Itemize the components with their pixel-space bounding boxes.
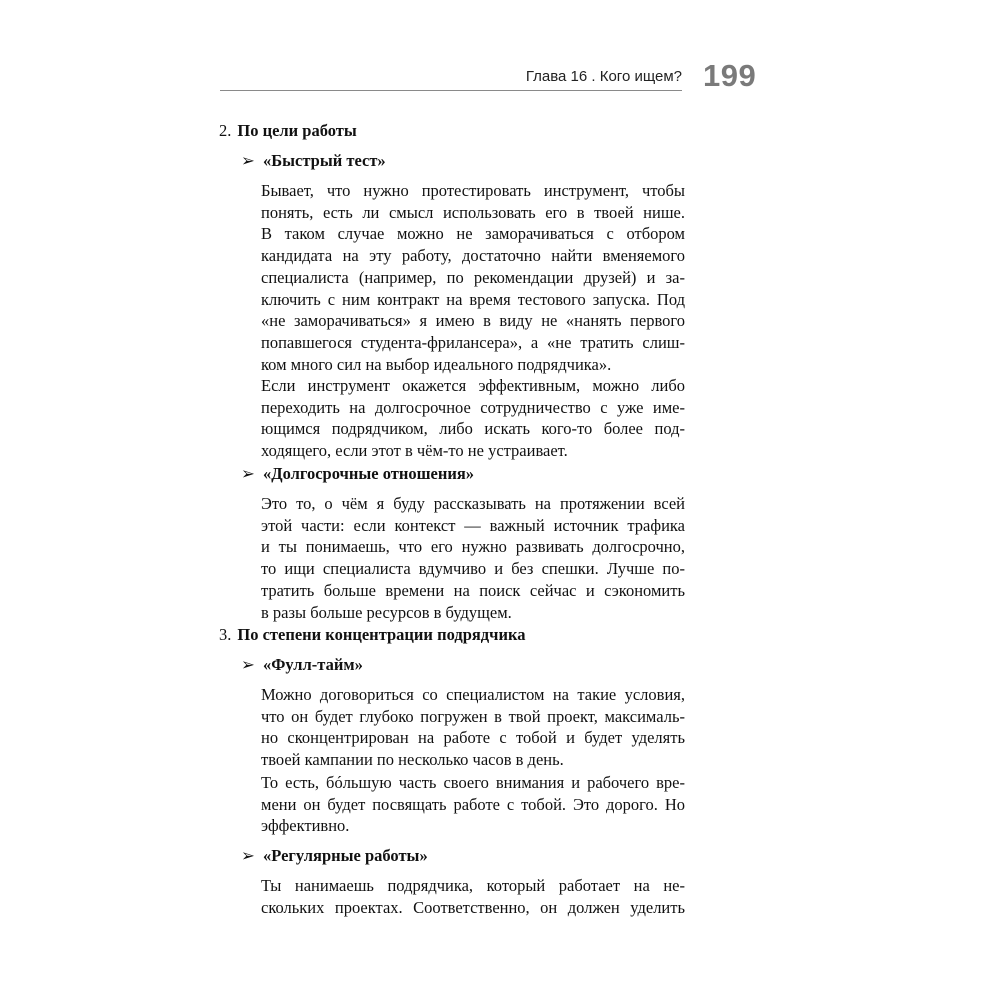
paragraph-long-term (261, 493, 685, 623)
text-line: Ты нанимаешь подрядчика, который работает на не- (261, 876, 685, 895)
section-heading-3 (219, 625, 525, 645)
text-line: то ищи специалиста вдумчиво и без спешки. Лучше по- (261, 559, 685, 579)
section-title: По степени концентрации подрядчика (237, 625, 526, 644)
text-line: переходить на долгосрочное сотрудничество с уже име- (261, 397, 685, 417)
text-line: ющимся подрядчиком, либо искать кого-то более под- (261, 419, 685, 439)
paragraph-full-time-1 (261, 684, 685, 771)
page-number: 199 (703, 58, 757, 93)
text-line: ходящего, если этот в чём-то не устраивает. (261, 441, 568, 461)
text-line: Это то, о чём я буду рассказывать на протяжении всей (261, 494, 685, 513)
text-line: То есть, бóльшую часть своего внимания и рабочего вре- (261, 773, 685, 792)
text-line: твоей кампании по несколько часов в день. (261, 750, 564, 770)
text-line: Бывает, что нужно протестировать инструмент, чтобы (261, 181, 685, 200)
text-line: ком много сил на выбор идеального подрядчика». (261, 354, 612, 374)
bullet-title: «Регулярные работы» (263, 846, 428, 865)
arrow-bullet-icon: ➢ (241, 655, 255, 674)
text-line: «не заморачиваться» я имею в виду не «нанять первого (261, 311, 685, 331)
text-line: скольких проектах. Соответственно, он должен уделить (261, 897, 685, 917)
bullet-heading-regular (241, 846, 428, 866)
text-line: в разы больше ресурсов в будущем. (261, 602, 512, 622)
text-line: В таком случае можно не заморачиваться с отбором (261, 224, 685, 244)
text-line: тратить больше времени на поиск сейчас и сэкономить (261, 580, 685, 600)
text-line: Можно договориться со специалистом на такие условия, (261, 685, 685, 704)
text-line: специалиста (например, по рекомендации друзей) и за- (261, 267, 685, 287)
text-line: этой части: если контекст — важный источник трафика (261, 515, 685, 535)
arrow-bullet-icon: ➢ (241, 464, 255, 483)
text-line: попавшегося студента-фрилансера», а «не тратить слиш- (261, 332, 685, 352)
text-line: мени он будет посвящать работе с тобой. Это дорого. Но (261, 794, 685, 814)
text-line: что он будет глубоко погружен в твой проект, максималь- (261, 706, 685, 726)
bullet-title: «Быстрый тест» (263, 151, 386, 170)
text-line: понять, есть ли смысл использовать его в твоей нише. (261, 202, 685, 222)
section-title: По цели работы (237, 121, 357, 140)
text-line: Если инструмент окажется эффективным, можно либо (261, 376, 685, 395)
text-line: ключить с ним контракт на время тестового запуска. Под (261, 289, 685, 309)
arrow-bullet-icon: ➢ (241, 846, 255, 865)
bullet-title: «Фулл-тайм» (263, 655, 363, 674)
bullet-heading-full-time (241, 655, 363, 675)
arrow-bullet-icon: ➢ (241, 151, 255, 170)
paragraph-quick-test-2 (261, 375, 685, 462)
paragraph-regular (261, 875, 685, 918)
bullet-heading-long-term (241, 464, 474, 484)
text-line: и ты понимаешь, что его нужно развивать долгосрочно, (261, 537, 685, 557)
section-number: 2. (219, 121, 232, 140)
section-number: 3. (219, 625, 232, 644)
bullet-title: «Долгосрочные отношения» (263, 464, 475, 483)
section-heading-2 (219, 121, 357, 141)
text-line: эффективно. (261, 816, 350, 836)
bullet-heading-quick-test (241, 151, 386, 171)
text-line: но сконцентрирован на работе с тобой и будет уделять (261, 728, 685, 748)
paragraph-full-time-2 (261, 772, 685, 837)
running-head: Глава 16 . Кого ищем? (525, 68, 682, 85)
paragraph-quick-test-1 (261, 180, 685, 375)
text-line: кандидата на эту работу, достаточно найти вменяемого (261, 246, 685, 266)
header-rule (220, 90, 682, 91)
